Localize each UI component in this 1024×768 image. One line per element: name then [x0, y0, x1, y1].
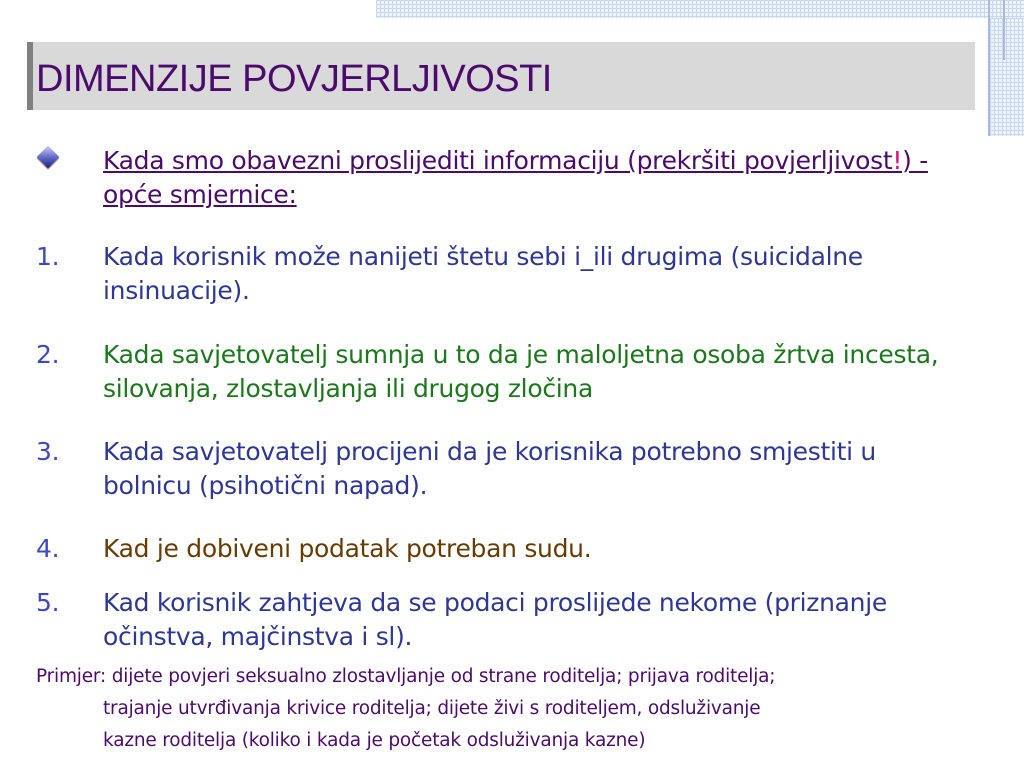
list-item-number: 5. — [36, 588, 60, 617]
heading-text-end: ) - opće smjernice: — [103, 146, 928, 209]
decorative-grid-right — [990, 18, 1024, 136]
list-item-text: Kada savjetovatelj sumnja u to da je maloljetna osoba žrtva incesta, silovanja, zlostavljanja ili drugog zločina — [103, 340, 939, 403]
list-item-number: 1. — [36, 242, 60, 271]
example-line: Primjer: dijete povjeri seksualno zlostavljanje od strane roditelja; prijava roditelja; — [36, 666, 776, 687]
list-item-number: 2. — [36, 340, 60, 369]
heading-text: Kada smo obavezni proslijediti informaciju (prekršiti povjerljivost — [103, 146, 893, 175]
example-line: kazne roditelja (koliko i kada je početak odsluživanja kazne) — [103, 730, 646, 751]
decorative-grid-band — [376, 0, 1024, 18]
diamond-bullet-icon — [37, 146, 60, 169]
slide-heading — [103, 144, 963, 212]
list-item-text: Kad korisnik zahtjeva da se podaci proslijede nekome (priznanje očinstva, majčinstva i sl). — [103, 588, 887, 651]
list-item-number: 4. — [36, 534, 60, 563]
list-item-number: 3. — [36, 437, 60, 466]
heading-exclamation: ! — [892, 146, 903, 175]
slide-title: DIMENZIJE POVJERLJIVOSTI — [36, 58, 552, 100]
example-paragraph — [36, 661, 986, 757]
example-line: trajanje utvrđivanja krivice roditelja; dijete živi s roditeljem, odsluživanje — [103, 698, 761, 719]
list-item-text: Kada savjetovatelj procijeni da je korisnika potrebno smjestiti u bolnicu (psihotični napad). — [103, 437, 876, 500]
decorative-line — [1003, 0, 1005, 60]
decorative-line — [988, 0, 990, 136]
list-item-text: Kad je dobiveni podatak potreban sudu. — [103, 534, 592, 563]
list-item-text: Kada korisnik može nanijeti štetu sebi i_ili drugima (suicidalne insinuacije). — [103, 242, 863, 305]
